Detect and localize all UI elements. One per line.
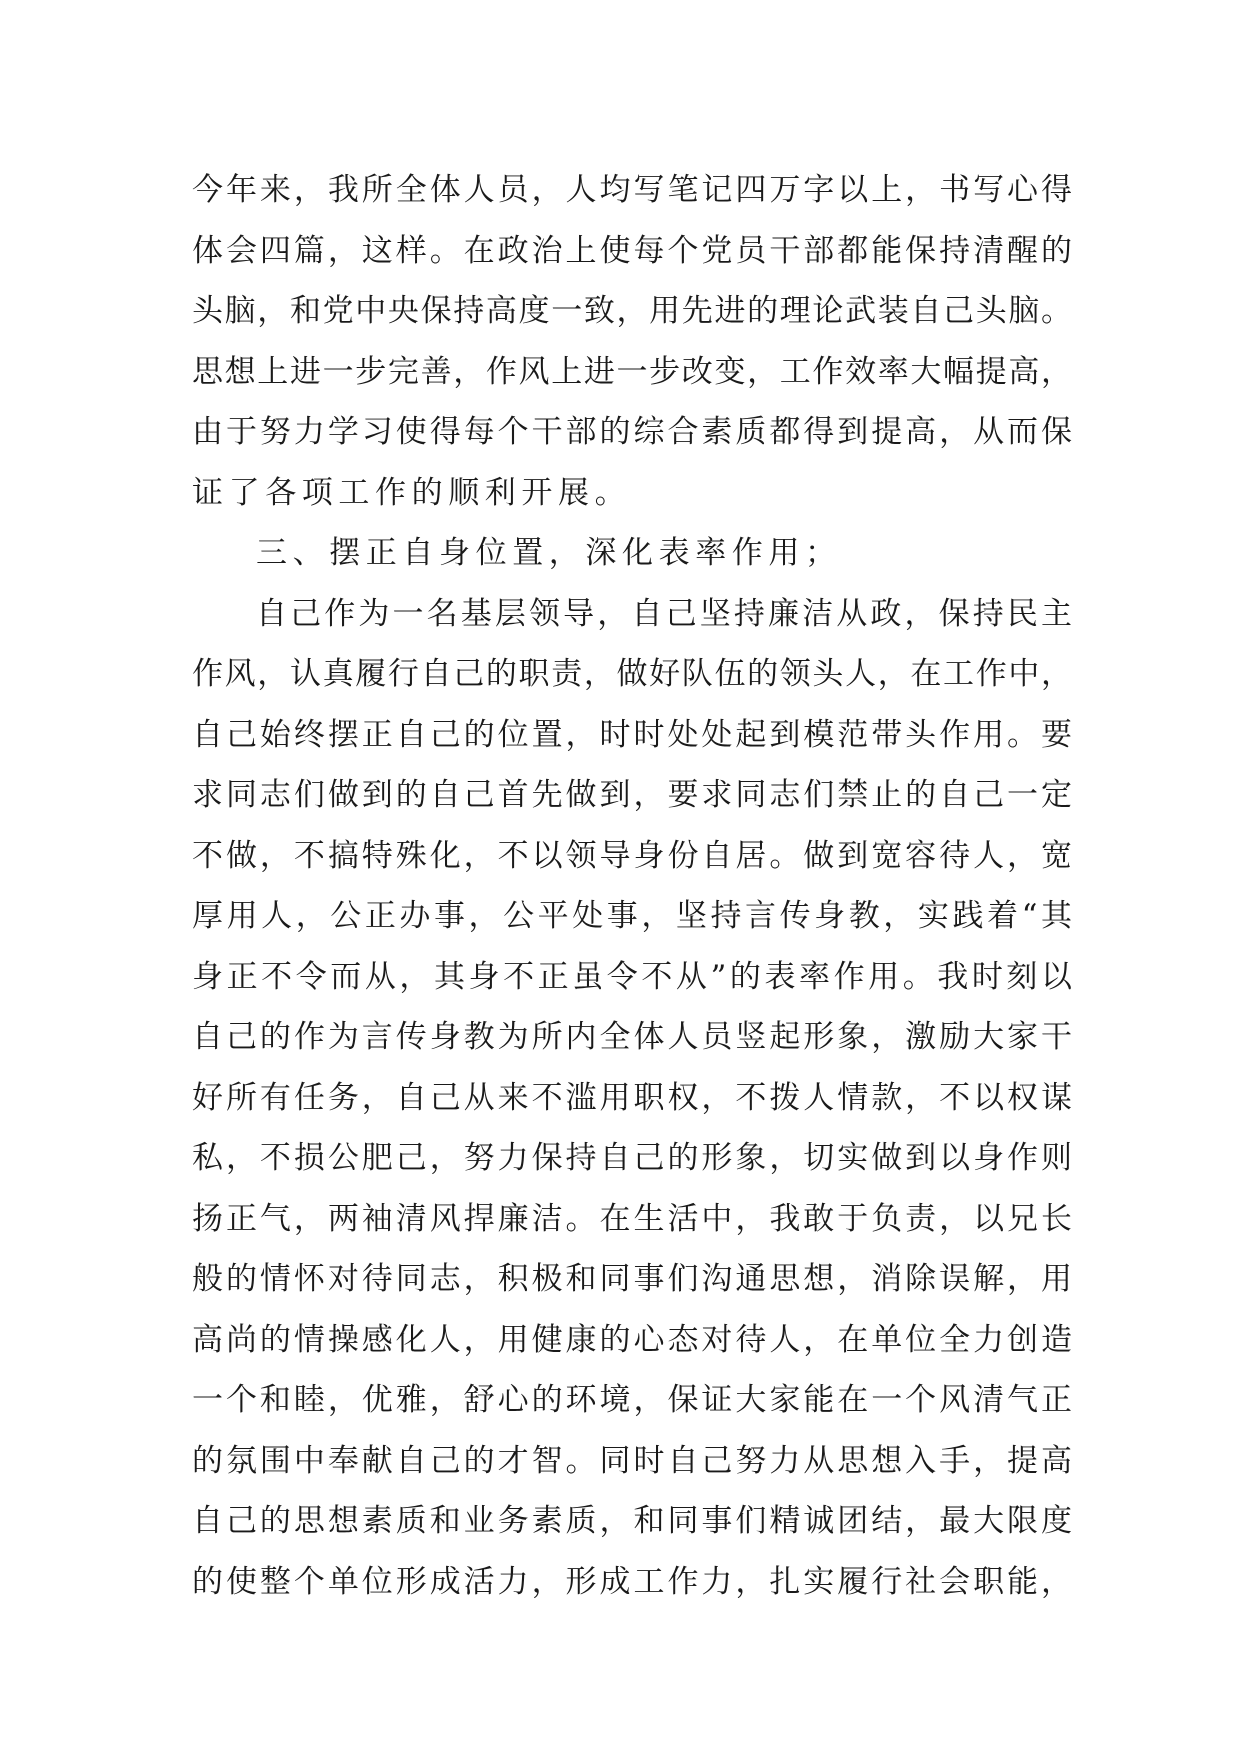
text-line: 头脑，和党中央保持高度一致，用先进的理论武装自己头脑。 (192, 293, 1072, 329)
paragraph-3 (192, 584, 1072, 1613)
text-line: 私，不损公肥己，努力保持自己的形象，切实做到以身作则 (192, 1140, 1072, 1176)
text-line: 厚用人，公正办事，公平处事，坚持言传身教，实践着“其 (192, 898, 1072, 934)
text-line: 的使整个单位形成活力，形成工作力，扎实履行社会职能， (192, 1563, 1072, 1600)
text-line: 体会四篇，这样。在政治上使每个党员干部都能保持清醒的 (192, 232, 1072, 269)
text-line: 求同志们做到的自己首先做到，要求同志们禁止的自己一定 (192, 777, 1072, 813)
text-line: 今年来，我所全体人员，人均写笔记四万字以上，书写心得 (192, 172, 1072, 208)
text-line: 不做，不搞特殊化，不以领导身份自居。做到宽容待人，宽 (192, 837, 1072, 874)
text-line: 般的情怀对待同志，积极和同事们沟通思想，消除误解，用 (192, 1261, 1072, 1297)
text-line: 的氛围中奉献自己的才智。同时自己努力从思想入手，提高 (192, 1442, 1072, 1479)
section-heading-text: 三、摆正自身位置，深化表率作用； (256, 535, 842, 571)
text-line: 高尚的情操感化人，用健康的心态对待人，在单位全力创造 (192, 1321, 1072, 1358)
section-heading (192, 523, 1072, 584)
text-line: 思想上进一步完善，作风上进一步改变，工作效率大幅提高， (192, 353, 1072, 390)
text-line: 扬正气，两袖清风捍廉洁。在生活中，我敢于负责，以兄长 (192, 1200, 1072, 1237)
text-line: 由于努力学习使得每个干部的综合素质都得到提高，从而保 (192, 414, 1072, 450)
paragraph-1 (192, 160, 1072, 523)
text-line: 自己始终摆正自己的位置，时时处处起到模范带头作用。要 (192, 716, 1072, 753)
text-line: 身正不令而从，其身不正虽令不从”的表率作用。我时刻以 (192, 958, 1072, 995)
text-line: 证了各项工作的顺利开展。 (192, 474, 632, 511)
text-line: 自己作为一名基层领导，自己坚持廉洁从政，保持民主 (256, 595, 1072, 632)
text-line: 好所有任务，自己从来不滥用职权，不拨人情款，不以权谋 (192, 1079, 1072, 1116)
text-line: 作风，认真履行自己的职责，做好队伍的领头人，在工作中， (192, 656, 1072, 692)
text-line: 自己的思想素质和业务素质，和同事们精诚团结，最大限度 (192, 1503, 1072, 1539)
text-line: 自己的作为言传身教为所内全体人员竖起形象，激励大家干 (192, 1019, 1072, 1055)
text-line: 一个和睦，优雅，舒心的环境，保证大家能在一个风清气正 (192, 1382, 1072, 1418)
document-body (192, 160, 1072, 1612)
